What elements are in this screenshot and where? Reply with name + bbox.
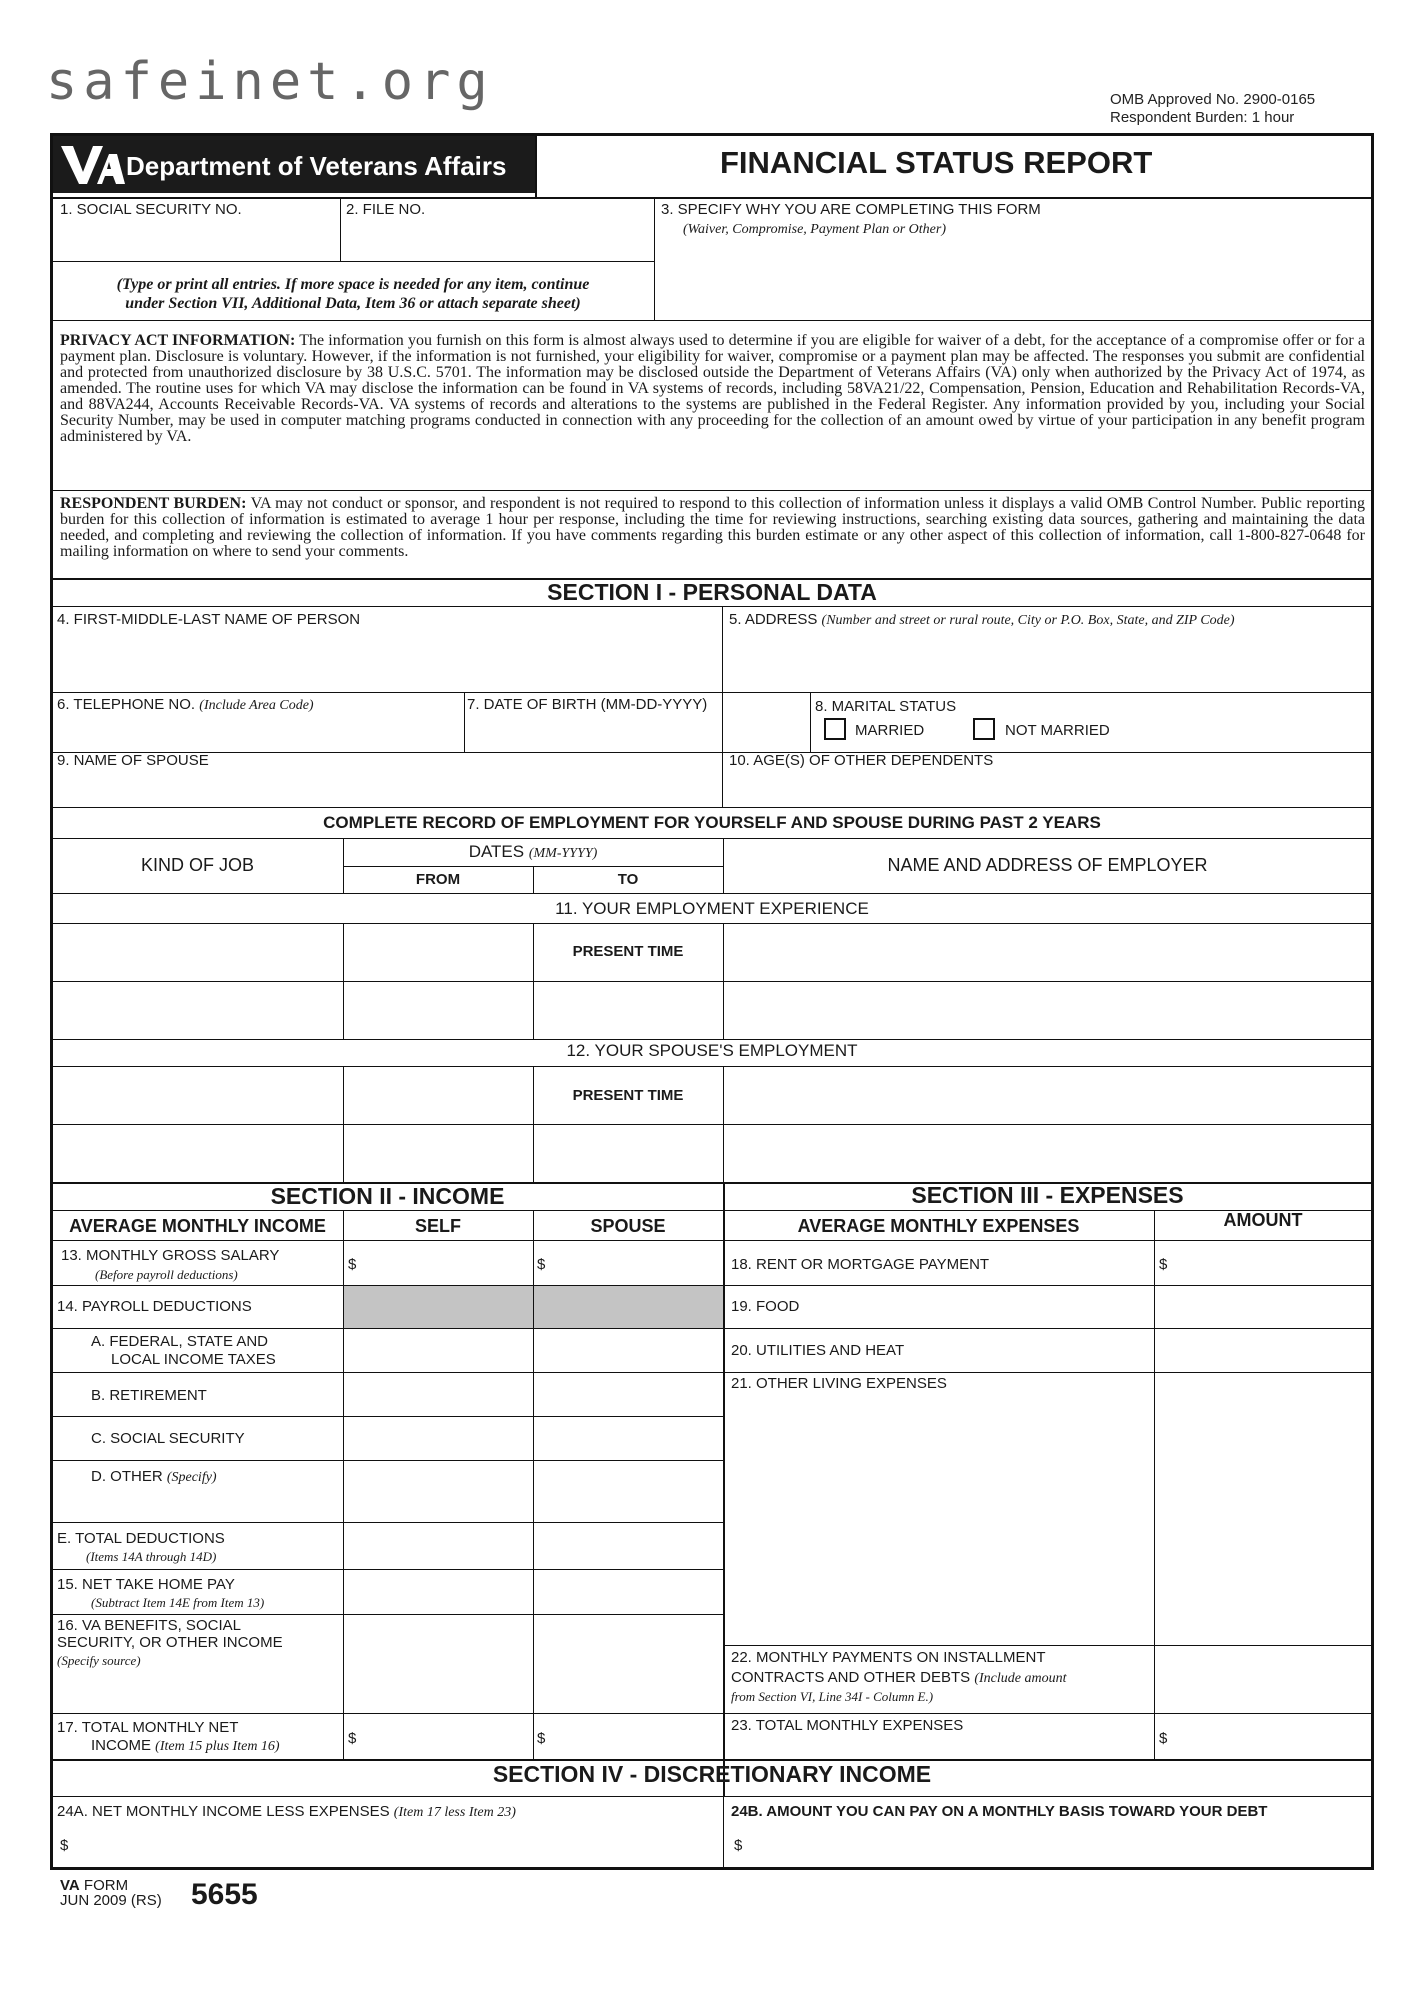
row-14b-label: B. RETIREMENT bbox=[91, 1387, 207, 1404]
instructions-line: (Type or print all entries. If more space is needed for any item, continue bbox=[116, 276, 590, 293]
self-header: SELF bbox=[414, 1216, 461, 1236]
row-15-hint: (Subtract Item 14E from Item 13) bbox=[91, 1595, 265, 1610]
divider bbox=[52, 1522, 723, 1523]
respondent-burden-hours: Respondent Burden: 1 hour bbox=[1110, 109, 1295, 126]
divider bbox=[535, 136, 537, 197]
row-13-label: 13. MONTHLY GROSS SALARY bbox=[61, 1247, 280, 1264]
spouse-label: 9. NAME OF SPOUSE bbox=[57, 752, 209, 769]
divider bbox=[52, 923, 1372, 924]
section-3-title: SECTION III - EXPENSES bbox=[911, 1182, 1184, 1208]
row-17-hint: (Item 15 plus Item 16) bbox=[155, 1739, 280, 1754]
row-14d-label bbox=[91, 1468, 217, 1486]
row-17-label-2 bbox=[91, 1737, 280, 1755]
item-24a-label bbox=[57, 1803, 516, 1821]
burden-heading: RESPONDENT BURDEN: bbox=[60, 495, 247, 512]
row-20-label: 20. UTILITIES AND HEAT bbox=[731, 1342, 905, 1359]
amount-dollar: $ bbox=[1159, 1256, 1168, 1273]
divider bbox=[52, 1039, 1372, 1040]
divider bbox=[52, 1240, 1372, 1241]
divider bbox=[654, 198, 655, 320]
item-24b-dollar: $ bbox=[734, 1837, 743, 1854]
kind-of-job-header: KIND OF JOB bbox=[140, 855, 254, 875]
avg-expenses-header: AVERAGE MONTHLY EXPENSES bbox=[797, 1216, 1080, 1236]
privacy-text: The information you furnish on this form is almost always used to determine if you are eligible for waiver of a debt, for the acceptance of a compromise offer or for a payment plan. Disclosure is voluntary. However, if the information is not furnished, your eligibility for waiver, compromise or a payment plan may be affected. The responses you submit are confidential and protected from unauthorized disclosure by 38 U.S.C. 5701. The information may be disclosed outside the Department of Veterans Affairs (VA) only when authorized by the Privacy Act of 1974, as amended. The routine uses for which VA may disclose the information can be found in VA systems of records, including 58VA21/22, Compensation, Pension, Education and Rehabilitation Records-VA, and 88VA244, Accounts Receivable Records-VA. VA systems of records and alterations to the systems are published in the Federal Register. Any information provided by you, including your Social Security Number, may be used in computer matching programs conducted in connection with any proceeding for the collection of an amount owed by virtue of your participation in any benefit program administered by VA. bbox=[60, 332, 1366, 445]
privacy-act-notice bbox=[60, 333, 1365, 445]
amount-header: AMOUNT bbox=[1223, 1210, 1303, 1230]
row-16-hint: (Specify source) bbox=[57, 1653, 141, 1668]
ssn-label: 1. SOCIAL SECURITY NO. bbox=[60, 201, 242, 218]
divider bbox=[52, 1372, 1372, 1373]
instructions-line: under Section VII, Additional Data, Item 36 or attach separate sheet) bbox=[125, 295, 581, 312]
burden-text: VA may not conduct or sponsor, and respondent is not required to respond to this collection of information unless it displays a valid OMB Control Number. Public reporting burden for this collection of information is estimated to average 1 hour per response, including the time for reviewing instructions, searching existing data sources, gathering and maintaining the data needed, and completing and reviewing the collection of information. If you have comments regarding this burden estimate or any other aspect of this collection of information, call 1-800-827-0648 for mailing information on where to send your comments. bbox=[60, 495, 1365, 560]
row-14a-label: A. FEDERAL, STATE AND bbox=[91, 1333, 268, 1350]
address-label-text: 5. ADDRESS bbox=[729, 611, 818, 628]
row-14-label: 14. PAYROLL DEDUCTIONS bbox=[57, 1298, 252, 1315]
phone-label bbox=[57, 696, 314, 714]
row-22-label: 22. MONTHLY PAYMENTS ON INSTALLMENT bbox=[731, 1649, 1046, 1666]
dates-header bbox=[343, 842, 723, 862]
footer-date: JUN 2009 (RS) bbox=[60, 1892, 162, 1909]
divider bbox=[52, 1066, 1372, 1067]
spouse-dollar: $ bbox=[537, 1256, 546, 1273]
shaded-cell bbox=[534, 1286, 723, 1328]
file-no-label: 2. FILE NO. bbox=[346, 201, 426, 218]
divider bbox=[810, 692, 811, 752]
section-1-title: SECTION I - PERSONAL DATA bbox=[547, 579, 877, 605]
form-title: FINANCIAL STATUS REPORT bbox=[720, 145, 1153, 180]
divider bbox=[52, 490, 1372, 491]
marital-label: 8. MARITAL STATUS bbox=[815, 698, 957, 715]
row-14e-label: E. TOTAL DEDUCTIONS bbox=[57, 1530, 225, 1547]
divider bbox=[1154, 1210, 1155, 1759]
footer-va: VA bbox=[60, 1877, 80, 1894]
divider bbox=[52, 1614, 723, 1615]
row-22-label-2 bbox=[731, 1669, 1067, 1687]
row-14d-text: D. OTHER bbox=[91, 1468, 163, 1485]
address-label bbox=[729, 611, 1235, 629]
respondent-burden-notice bbox=[60, 496, 1365, 560]
spouse-employment-title: 12. YOUR SPOUSE'S EMPLOYMENT bbox=[566, 1041, 858, 1060]
divider bbox=[464, 692, 465, 752]
divider bbox=[52, 981, 1372, 982]
row-14d-hint: (Specify) bbox=[166, 1470, 217, 1485]
your-employment-title: 11. YOUR EMPLOYMENT EXPERIENCE bbox=[555, 899, 869, 918]
reason-label: 3. SPECIFY WHY YOU ARE COMPLETING THIS FORM bbox=[661, 201, 1041, 218]
row-23-label: 23. TOTAL MONTHLY EXPENSES bbox=[731, 1717, 964, 1734]
omb-block bbox=[1110, 91, 1315, 127]
phone-hint: (Include Area Code) bbox=[199, 698, 314, 713]
divider bbox=[52, 1796, 1372, 1797]
row-16-label: 16. VA BENEFITS, SOCIAL bbox=[57, 1617, 241, 1634]
row-19-label: 19. FOOD bbox=[731, 1298, 800, 1315]
employment-title: COMPLETE RECORD OF EMPLOYMENT FOR YOURSELF AND SPOUSE DURING PAST 2 YEARS bbox=[323, 813, 1101, 832]
present-time-label: PRESENT TIME bbox=[572, 1087, 684, 1104]
divider bbox=[52, 320, 1372, 321]
row-14c-label: C. SOCIAL SECURITY bbox=[91, 1430, 245, 1447]
divider bbox=[722, 606, 723, 807]
row-18-label: 18. RENT OR MORTGAGE PAYMENT bbox=[731, 1256, 990, 1273]
married-checkbox[interactable] bbox=[824, 718, 846, 740]
privacy-heading: PRIVACY ACT INFORMATION: bbox=[60, 332, 296, 349]
not-married-label: NOT MARRIED bbox=[1005, 722, 1110, 739]
divider bbox=[52, 838, 1372, 839]
married-label: MARRIED bbox=[855, 722, 925, 739]
spouse-dollar: $ bbox=[537, 1730, 546, 1747]
row-15-label: 15. NET TAKE HOME PAY bbox=[57, 1576, 235, 1593]
phone-label-text: 6. TELEPHONE NO. bbox=[57, 696, 196, 713]
divider bbox=[52, 692, 1372, 693]
dates-header-text: DATES bbox=[468, 842, 525, 861]
divider bbox=[340, 198, 341, 261]
divider bbox=[52, 807, 1372, 808]
row-13-hint: (Before payroll deductions) bbox=[95, 1267, 238, 1282]
va-seal-icon bbox=[59, 140, 125, 190]
dob-label: 7. DATE OF BIRTH (MM-DD-YYYY) bbox=[467, 696, 708, 713]
present-time-label: PRESENT TIME bbox=[572, 943, 684, 960]
row-16-label-2: SECURITY, OR OTHER INCOME bbox=[57, 1634, 283, 1651]
item-24a-text: 24A. NET MONTHLY INCOME LESS EXPENSES bbox=[57, 1803, 390, 1820]
row-17-text: INCOME bbox=[91, 1737, 151, 1754]
divider bbox=[52, 197, 1372, 199]
row-22-text: CONTRACTS AND OTHER DEBTS bbox=[731, 1669, 971, 1686]
avg-income-header: AVERAGE MONTHLY INCOME bbox=[69, 1216, 326, 1236]
item-24a-dollar: $ bbox=[60, 1837, 69, 1854]
amount-dollar: $ bbox=[1159, 1730, 1168, 1747]
form-id-block bbox=[60, 1878, 162, 1908]
from-header: FROM bbox=[415, 871, 461, 888]
to-header: TO bbox=[617, 871, 639, 888]
name-label: 4. FIRST-MIDDLE-LAST NAME OF PERSON bbox=[57, 611, 361, 628]
self-dollar: $ bbox=[348, 1256, 357, 1273]
reason-hint: (Waiver, Compromise, Payment Plan or Other) bbox=[683, 222, 946, 237]
employer-header: NAME AND ADDRESS OF EMPLOYER bbox=[887, 855, 1208, 875]
divider bbox=[723, 1796, 724, 1870]
section-4-title: SECTION IV - DISCRETIONARY INCOME bbox=[492, 1761, 932, 1787]
self-dollar: $ bbox=[348, 1730, 357, 1747]
shaded-cell bbox=[344, 1286, 533, 1328]
agency-name: Department of Veterans Affairs bbox=[126, 151, 507, 181]
divider bbox=[52, 1713, 1372, 1714]
form-number: 5655 bbox=[191, 1878, 258, 1911]
divider bbox=[52, 1416, 723, 1417]
dates-hint: (MM-YYYY) bbox=[528, 846, 598, 861]
item-24b-label: 24B. AMOUNT YOU CAN PAY ON A MONTHLY BASIS TOWARD YOUR DEBT bbox=[731, 1803, 1268, 1820]
footer-form: FORM bbox=[83, 1877, 129, 1894]
divider bbox=[52, 1460, 723, 1461]
watermark: safeinet.org bbox=[46, 52, 494, 112]
row-17-label: 17. TOTAL MONTHLY NET bbox=[57, 1719, 239, 1736]
divider bbox=[52, 1124, 1372, 1125]
divider bbox=[52, 1328, 1372, 1329]
not-married-checkbox[interactable] bbox=[973, 718, 995, 740]
row-14e-hint: (Items 14A through 14D) bbox=[86, 1549, 217, 1564]
dependents-label: 10. AGE(S) OF OTHER DEPENDENTS bbox=[729, 752, 994, 769]
divider bbox=[52, 752, 1372, 753]
item-24a-hint: (Item 17 less Item 23) bbox=[393, 1805, 516, 1820]
row-21-label: 21. OTHER LIVING EXPENSES bbox=[731, 1375, 947, 1392]
divider bbox=[52, 261, 654, 262]
omb-number: OMB Approved No. 2900-0165 bbox=[1110, 91, 1316, 108]
spouse-header: SPOUSE bbox=[590, 1216, 666, 1236]
divider bbox=[52, 1569, 723, 1570]
address-hint: (Number and street or rural route, City or P.O. Box, State, and ZIP Code) bbox=[821, 613, 1235, 628]
row-14a-label-2: LOCAL INCOME TAXES bbox=[111, 1351, 276, 1368]
row-22-hint-2: from Section VI, Line 34I - Column E.) bbox=[731, 1689, 934, 1704]
divider bbox=[52, 893, 1372, 894]
divider bbox=[723, 1182, 725, 1796]
row-22-hint: (Include amount bbox=[974, 1671, 1067, 1686]
divider bbox=[723, 1645, 1372, 1646]
divider bbox=[343, 866, 723, 867]
instructions bbox=[52, 275, 654, 313]
divider bbox=[52, 606, 1372, 607]
section-2-title: SECTION II - INCOME bbox=[270, 1183, 505, 1209]
